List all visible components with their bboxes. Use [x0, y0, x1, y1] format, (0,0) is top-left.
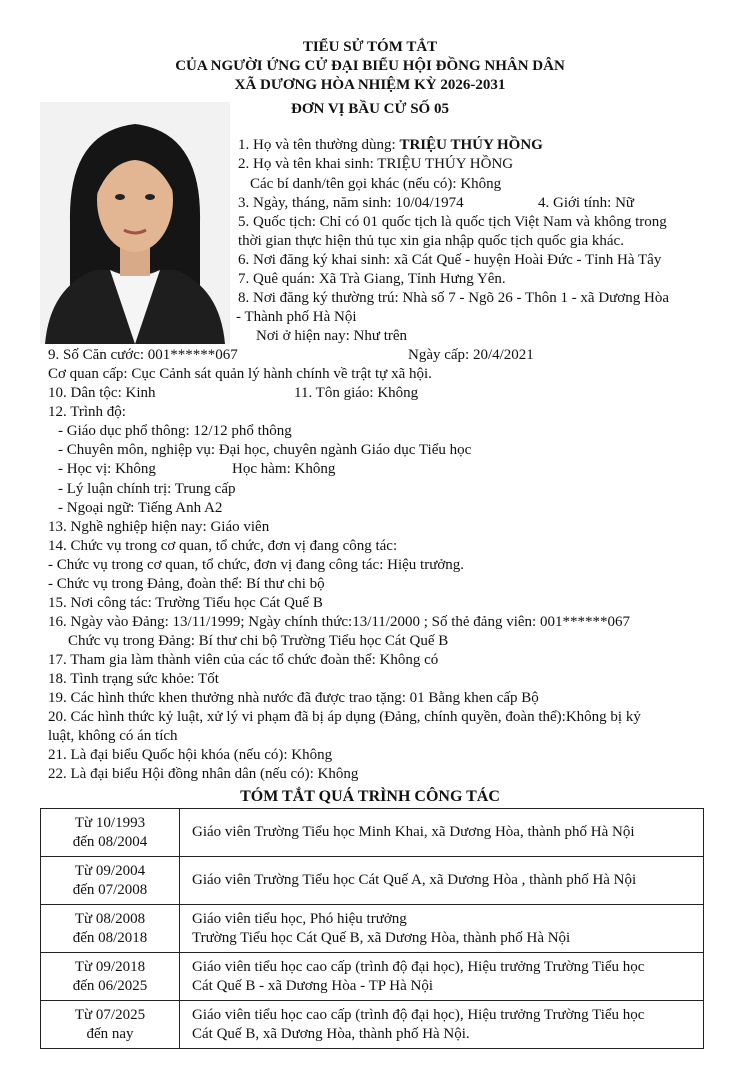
period-to: đến 08/2004 [72, 833, 148, 850]
education-heading: 12. Trình độ: [48, 404, 126, 420]
table-row [41, 953, 704, 1001]
id-number: 9. Số Căn cước: 001******067 [48, 347, 238, 363]
academic-title: Học hàm: Không [232, 461, 336, 477]
description-cell [180, 1001, 704, 1049]
general-education: - Giáo dục phổ thông: 12/12 phổ thông [58, 423, 292, 439]
ethnicity: 10. Dân tộc: Kinh [48, 385, 156, 401]
period-to: đến 06/2025 [72, 977, 148, 994]
fullname-line [238, 136, 543, 155]
national-assembly: 21. Là đại biểu Quốc hội khóa (nếu có): Không [48, 747, 333, 763]
degree: - Học vị: Không [58, 461, 156, 477]
organizations: 17. Tham gia làm thành viên của các tổ chức đoàn thể: Không có [48, 652, 439, 668]
period-from: Từ 09/2004 [74, 862, 146, 879]
doc-unit: ĐƠN VỊ BẦU CỬ SỐ 05 [291, 101, 449, 117]
residence-line2: - Thành phố Hà Nội [236, 309, 357, 325]
id-issue-date: Ngày cấp: 20/4/2021 [408, 347, 534, 363]
description-line: Giáo viên tiểu học cao cấp (trình độ đại học), Hiệu trưởng Trường Tiểu học [192, 958, 645, 975]
discipline-line2: luật, không có án tích [48, 728, 178, 744]
table-row [41, 809, 704, 857]
work-history-table [40, 808, 704, 1049]
period-from: Từ 07/2025 [74, 1006, 146, 1023]
hometown: 7. Quê quán: Xã Trà Giang, Tỉnh Hưng Yên. [238, 271, 506, 287]
workplace: 15. Nơi công tác: Trường Tiểu học Cát Quế B [48, 595, 323, 611]
period-cell [41, 857, 180, 905]
foreign-language: - Ngoại ngữ: Tiếng Anh A2 [58, 500, 223, 516]
description-cell [180, 857, 704, 905]
doc-subtitle: CỦA NGƯỜI ỨNG CỬ ĐẠI BIỂU HỘI ĐỒNG NHÂN DÂN [175, 58, 565, 74]
doc-term: XÃ DƯƠNG HÒA NHIỆM KỲ 2026-2031 [234, 77, 506, 93]
period-cell [41, 809, 180, 857]
id-issuer: Cơ quan cấp: Cục Cảnh sát quản lý hành chính về trật tự xã hội. [48, 366, 432, 382]
period-from: Từ 08/2008 [74, 910, 146, 927]
period-to: đến 08/2018 [72, 929, 148, 946]
table-row [41, 857, 704, 905]
work-history-title: TÓM TẮT QUÁ TRÌNH CÔNG TÁC [240, 788, 500, 805]
period-to: đến nay [86, 1025, 134, 1042]
nationality-line2: thời gian thực hiện thủ tục xin gia nhập quốc tịch quốc gia khác. [238, 233, 624, 249]
religion: 11. Tôn giáo: Không [294, 385, 419, 401]
period-to: đến 07/2008 [72, 881, 148, 898]
positions-heading: 14. Chức vụ trong cơ quan, tổ chức, đơn vị đang công tác: [48, 538, 398, 554]
period-from: Từ 09/2018 [74, 958, 146, 975]
candidate-photo [40, 102, 230, 344]
period-cell [41, 953, 180, 1001]
description-line: Giáo viên Trường Tiểu học Minh Khai, xã Dương Hòa, thành phố Hà Nội [192, 824, 635, 840]
political-theory: - Lý luận chính trị: Trung cấp [58, 481, 236, 497]
table-row [41, 905, 704, 953]
fullname-value: TRIỆU THÚY HỒNG [399, 137, 543, 153]
occupation: 13. Nghề nghiệp hiện nay: Giáo viên [48, 519, 270, 535]
aliases: Các bí danh/tên gọi khác (nếu có): Không [250, 176, 502, 192]
peoples-council: 22. Là đại biểu Hội đồng nhân dân (nếu có): Không [48, 766, 359, 782]
period-cell [41, 905, 180, 953]
residence-line1: 8. Nơi đăng ký thường trú: Nhà số 7 - Ngõ 26 - Thôn 1 - xã Dương Hòa [238, 290, 669, 306]
table-row [41, 1001, 704, 1049]
birth-date: 3. Ngày, tháng, năm sinh: 10/04/1974 [238, 195, 464, 211]
current-address: Nơi ở hiện nay: Như trên [256, 328, 408, 344]
health: 18. Tình trạng sức khỏe: Tốt [48, 671, 219, 687]
description-cell [180, 953, 704, 1001]
specialization: - Chuyên môn, nghiệp vụ: Đại học, chuyên ngành Giáo dục Tiểu học [58, 442, 472, 458]
description-line: Giáo viên Trường Tiểu học Cát Quế A, xã Dương Hòa , thành phố Hà Nội [192, 872, 637, 888]
period-cell [41, 1001, 180, 1049]
description-line: Cát Quế B, xã Dương Hòa, thành phố Hà Nội. [192, 1025, 470, 1042]
party-role: Chức vụ trong Đảng: Bí thư chi bộ Trường Tiểu học Cát Quế B [68, 633, 449, 649]
description-cell [180, 809, 704, 857]
description-line: Giáo viên tiểu học, Phó hiệu trưởng [192, 910, 407, 927]
party-membership: 16. Ngày vào Đảng: 13/11/1999; Ngày chính thức:13/11/2000 ; Số thẻ đảng viên: 001******067 [48, 614, 630, 630]
birth-registration: 6. Nơi đăng ký khai sinh: xã Cát Quế - huyện Hoài Đức - Tỉnh Hà Tây [238, 252, 662, 268]
description-cell [180, 905, 704, 953]
nationality-line1: 5. Quốc tịch: Chỉ có 01 quốc tịch là quốc tịch Việt Nam và không trong [238, 214, 667, 230]
birth-name: 2. Họ và tên khai sinh: TRIỆU THÚY HỒNG [238, 156, 514, 172]
doc-title: TIỂU SỬ TÓM TẮT [302, 39, 438, 55]
discipline-line1: 20. Các hình thức kỷ luật, xử lý vi phạm đã bị áp dụng (Đảng, chính quyền, đoàn thể):Không bị kỷ [48, 709, 641, 725]
description-line: Giáo viên tiểu học cao cấp (trình độ đại học), Hiệu trưởng Trường Tiểu học [192, 1006, 645, 1023]
gender: 4. Giới tính: Nữ [538, 195, 635, 211]
description-line: Trường Tiểu học Cát Quế B, xã Dương Hòa, thành phố Hà Nội [192, 929, 571, 946]
party-position: - Chức vụ trong Đảng, đoàn thể: Bí thư chi bộ [48, 576, 325, 592]
description-line: Cát Quế B - xã Dương Hòa - TP Hà Nội [192, 977, 434, 994]
period-from: Từ 10/1993 [74, 814, 146, 831]
fullname-label: 1. Họ và tên thường dùng: [238, 137, 396, 153]
awards: 19. Các hình thức khen thưởng nhà nước đã được trao tặng: 01 Bằng khen cấp Bộ [48, 690, 539, 706]
work-position: - Chức vụ trong cơ quan, tổ chức, đơn vị đang công tác: Hiệu trưởng. [48, 557, 465, 573]
